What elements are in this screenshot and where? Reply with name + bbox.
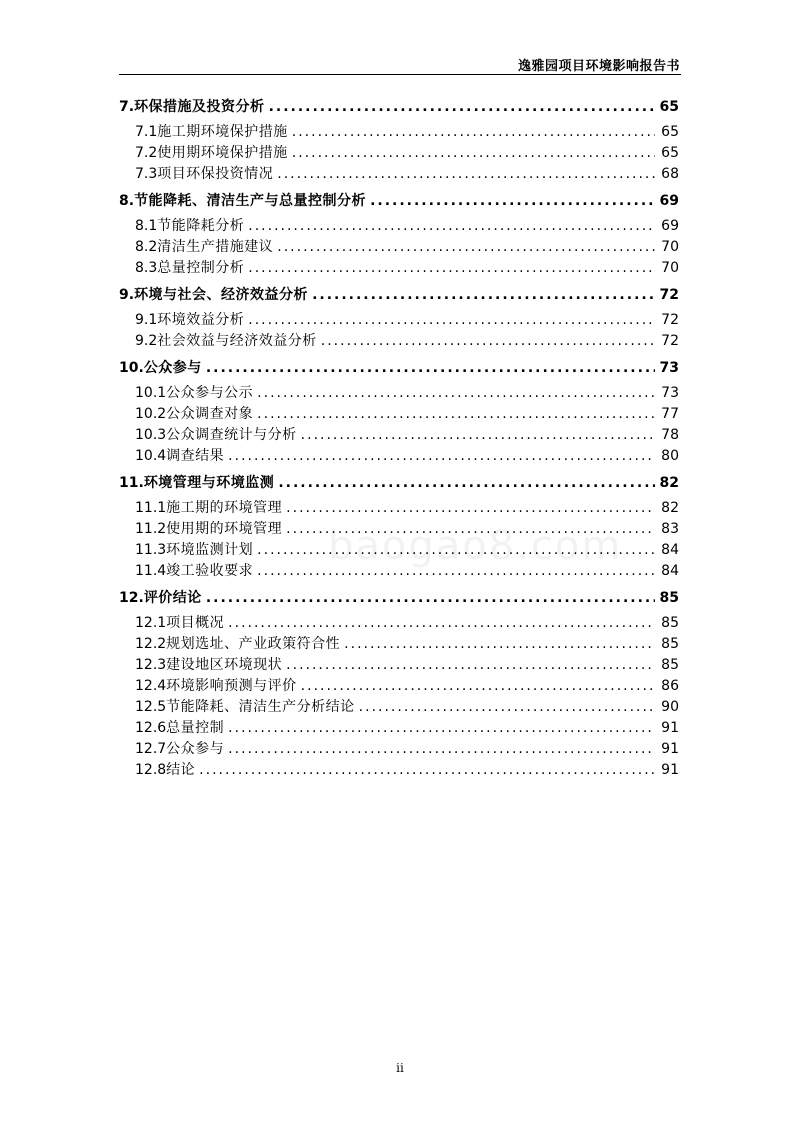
toc-page-number: 70 [661,239,679,255]
toc-entry-number: 7. [119,99,135,115]
toc-dot-leader [312,287,655,303]
toc-entry-number: 8.1 [135,218,158,234]
toc-entry-number: 7.1 [135,124,158,140]
toc-dot-leader [278,475,655,491]
toc-dot-leader [286,657,655,673]
toc-entry-title: 规划选址、产业政策符合性 [166,636,341,652]
toc-page-number: 69 [659,193,679,209]
toc-page-number: 72 [659,287,679,303]
toc-entry-number: 12.6 [135,720,167,736]
toc-entry-number: 10.2 [135,406,167,422]
toc-chapter-4[interactable] [119,472,679,493]
toc-section-0-2[interactable] [119,163,679,184]
toc-page-number: 73 [661,385,679,401]
toc-dot-leader [359,699,655,715]
toc-page-number: 72 [661,333,679,349]
toc-page-number: 80 [661,448,679,464]
toc-entry-number: 12.8 [135,762,167,778]
toc-dot-leader [228,448,655,464]
toc-page-number: 68 [661,166,679,182]
toc-entry-title: 环境与社会、经济效益分析 [134,287,309,303]
toc-entry-number: 12.1 [135,615,167,631]
toc-dot-leader [301,427,655,443]
toc-section-1-1[interactable] [119,236,679,257]
toc-entry-title: 总量控制分析 [157,260,245,276]
toc-dot-leader [257,406,655,422]
toc-dot-leader [257,563,655,579]
toc-section-2-1[interactable] [119,330,679,351]
toc-entry-number: 10.1 [135,385,167,401]
toc-entry-number: 12.2 [135,636,167,652]
toc-section-1-0[interactable] [119,215,679,236]
toc-section-0-0[interactable] [119,121,679,142]
toc-section-3-2[interactable] [119,424,679,445]
header-divider [119,74,681,75]
toc-page-number: 90 [661,699,679,715]
toc-entry-number: 8.3 [135,260,158,276]
toc-dot-leader [228,720,655,736]
toc-page-number: 65 [659,99,679,115]
toc-entry-title: 节能降耗、清洁生产分析结论 [166,699,355,715]
toc-dot-leader [292,145,655,161]
toc-page-number: 91 [661,720,679,736]
toc-entry-title: 环境效益分析 [157,312,245,328]
toc-entry-title: 清洁生产措施建议 [157,239,274,255]
toc-dot-leader [277,166,655,182]
toc-entry-number: 8.2 [135,239,158,255]
toc-entry-number: 11.4 [135,563,167,579]
toc-section-5-6[interactable] [119,738,679,759]
toc-page-number: 86 [661,678,679,694]
toc-dot-leader [370,193,655,209]
watermark-text: baogao8.com [328,523,623,569]
toc-entry-title: 公众参与 [143,360,202,376]
toc-entry-title: 环境管理与环境监测 [143,475,275,491]
toc-entry-title: 节能降耗分析 [157,218,245,234]
toc-entry-title: 总量控制 [166,720,225,736]
toc-entry-number: 7.2 [135,145,158,161]
toc-entry-title: 公众参与 [166,741,225,757]
toc-section-4-3[interactable] [119,560,679,581]
toc-entry-number: 9.1 [135,312,158,328]
toc-entry-title: 调查结果 [166,448,225,464]
toc-entry-number: 8. [119,193,135,209]
toc-page-number: 84 [661,542,679,558]
toc-dot-leader [199,762,655,778]
toc-dot-leader [206,360,655,376]
toc-section-3-1[interactable] [119,403,679,424]
toc-dot-leader [292,124,655,140]
toc-dot-leader [248,218,655,234]
toc-entry-title: 环境影响预测与评价 [166,678,297,694]
toc-entry-title: 评价结论 [143,590,202,606]
toc-chapter-1[interactable] [119,190,679,211]
toc-entry-title: 使用期的环境管理 [166,521,283,537]
toc-dot-leader [257,542,655,558]
toc-section-4-1[interactable] [119,518,679,539]
toc-entry-number: 12.7 [135,741,167,757]
toc-page-number: 91 [661,762,679,778]
toc-entry-title: 公众调查统计与分析 [166,427,297,443]
toc-page-number: 85 [661,657,679,673]
table-of-contents [119,96,679,780]
toc-page-number: 70 [661,260,679,276]
toc-section-5-7[interactable] [119,759,679,780]
toc-entry-title: 节能降耗、清洁生产与总量控制分析 [134,193,367,209]
toc-entry-number: 12. [119,590,144,606]
toc-dot-leader [228,741,655,757]
toc-section-1-2[interactable] [119,257,679,278]
toc-dot-leader [228,615,655,631]
toc-chapter-0[interactable] [119,96,679,117]
toc-dot-leader [321,333,655,349]
toc-entry-number: 11.1 [135,500,167,516]
toc-dot-leader [277,239,655,255]
toc-entry-number: 11.2 [135,521,167,537]
toc-entry-title: 项目环保投资情况 [157,166,274,182]
toc-entry-title: 社会效益与经济效益分析 [157,333,317,349]
toc-entry-title: 竣工验收要求 [166,563,254,579]
toc-entry-number: 9. [119,287,135,303]
toc-entry-title: 施工期环境保护措施 [157,124,288,140]
toc-entry-title: 项目概况 [166,615,225,631]
toc-section-5-5[interactable] [119,717,679,738]
toc-entry-number: 7.3 [135,166,158,182]
toc-section-5-2[interactable] [119,654,679,675]
toc-page-number: 69 [661,218,679,234]
toc-entry-number: 11.3 [135,542,167,558]
toc-dot-leader [344,636,655,652]
toc-entry-number: 12.5 [135,699,167,715]
toc-section-3-3[interactable] [119,445,679,466]
toc-dot-leader [248,260,655,276]
toc-page-number: 73 [659,360,679,376]
toc-entry-title: 施工期的环境管理 [166,500,283,516]
toc-section-2-0[interactable] [119,309,679,330]
toc-dot-leader [301,678,655,694]
toc-entry-title: 环境监测计划 [166,542,254,558]
toc-entry-number: 11. [119,475,144,491]
toc-dot-leader [286,521,655,537]
toc-entry-number: 12.4 [135,678,167,694]
toc-section-5-4[interactable] [119,696,679,717]
toc-section-5-3[interactable] [119,675,679,696]
toc-entry-title: 结论 [166,762,196,778]
toc-entry-number: 10.3 [135,427,167,443]
toc-page-number: 83 [661,521,679,537]
toc-page-number: 85 [661,615,679,631]
toc-page-number: 72 [661,312,679,328]
toc-section-0-1[interactable] [119,142,679,163]
toc-entry-title: 使用期环境保护措施 [157,145,288,161]
toc-dot-leader [257,385,655,401]
toc-page-number: 65 [661,145,679,161]
toc-section-4-2[interactable] [119,539,679,560]
toc-section-5-1[interactable] [119,633,679,654]
toc-chapter-5[interactable] [119,587,679,608]
toc-entry-title: 环保措施及投资分析 [134,99,265,115]
toc-chapter-3[interactable] [119,357,679,378]
toc-page-number: 85 [659,590,679,606]
footer-page-number: ii [396,1061,404,1075]
toc-page-number: 85 [661,636,679,652]
toc-entry-title: 建设地区环境现状 [166,657,283,673]
toc-entry-number: 12.3 [135,657,167,673]
toc-dot-leader [206,590,655,606]
toc-page-number: 84 [661,563,679,579]
toc-entry-title: 公众参与公示 [166,385,254,401]
toc-entry-number: 10. [119,360,144,376]
toc-page-number: 91 [661,741,679,757]
toc-dot-leader [269,99,655,115]
toc-entry-number: 10.4 [135,448,167,464]
report-header-title: 逸雅园项目环境影响报告书 [517,59,680,74]
toc-page-number: 78 [661,427,679,443]
toc-page-number: 77 [661,406,679,422]
toc-dot-leader [286,500,655,516]
toc-entry-title: 公众调查对象 [166,406,254,422]
toc-section-5-0[interactable] [119,612,679,633]
toc-page-number: 82 [659,475,679,491]
toc-dot-leader [248,312,655,328]
toc-chapter-2[interactable] [119,284,679,305]
toc-entry-number: 9.2 [135,333,158,349]
toc-page-number: 82 [661,500,679,516]
toc-section-4-0[interactable] [119,497,679,518]
toc-section-3-0[interactable] [119,382,679,403]
toc-page-number: 65 [661,124,679,140]
